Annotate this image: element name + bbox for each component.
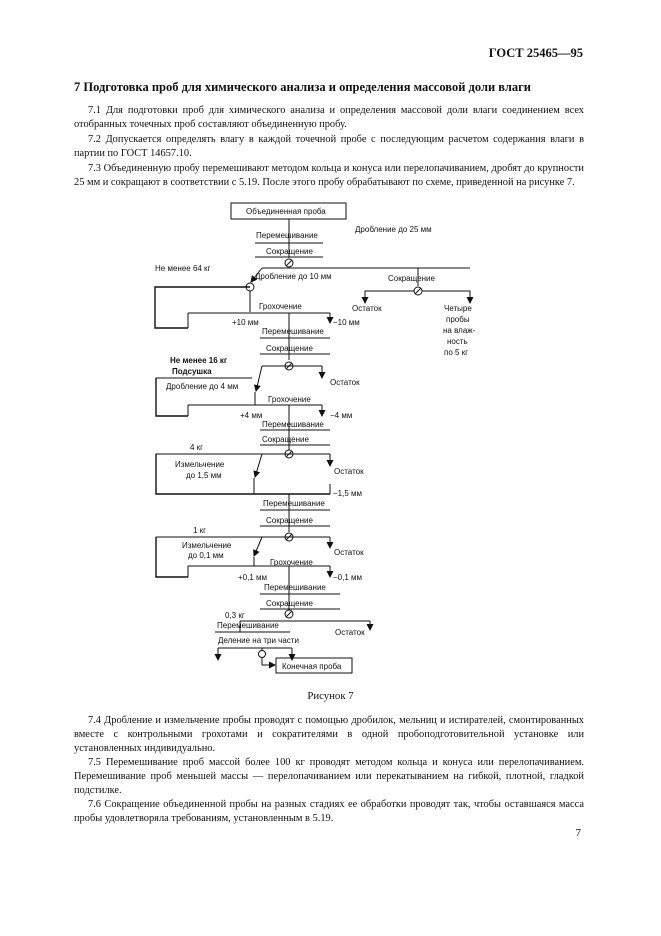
figure-caption: Рисунок 7 — [307, 690, 354, 702]
four-samples-line5: по 5 кг — [444, 348, 469, 357]
kg-1-label: 1 кг — [193, 526, 207, 535]
section-title: 7 Подготовка проб для химического анализа и определения массовой доли влаги — [74, 80, 532, 94]
screening-label-3: Грохочение — [270, 558, 313, 567]
four-samples-line2: пробы — [446, 315, 470, 324]
not-less-16-label: Не менее 16 кг — [170, 356, 228, 365]
final-sample-label: Конечная проба — [282, 662, 342, 671]
arrow — [254, 537, 262, 556]
kg-0-3-label: 0,3 кг — [225, 611, 245, 620]
plus-0-1-label: +0,1 мм — [238, 573, 268, 582]
division-three-label: Деление на три части — [218, 636, 299, 645]
remainder-label-2: Остаток — [330, 378, 360, 387]
paragraph-7-6: 7.6 Сокращение объединенной пробы на разных стадиях ее обработки проводят так, чтобы оставшаяся масса пробы удовлетворяла требованиям, установленным в 5.19. — [74, 799, 584, 825]
drying-label: Подсушка — [172, 367, 212, 376]
crushing-25-label: Дробление до 25 мм — [355, 225, 432, 234]
combined-sample-label: Объединенная проба — [246, 207, 326, 216]
paragraph-7-1: 7.1 Для подготовки проб для химического анализа и определения массовой доли влаги соединением всех отобранных точечных проб составляют объединенную пробу. — [74, 105, 584, 131]
four-samples-line4: ность — [447, 337, 468, 346]
to-1-5-label: до 1,5 мм — [186, 471, 222, 480]
minus-10-label: −10 мм — [333, 318, 360, 327]
mixing-label-1: Перемешивание — [256, 231, 318, 240]
plus-4-label: +4 мм — [240, 411, 263, 420]
mixing-label-5: Перемешивание — [264, 583, 326, 592]
plus-10-label: +10 мм — [232, 318, 259, 327]
reduction-label-4: Сокращение — [262, 435, 309, 444]
arrow — [255, 454, 262, 477]
four-samples-line1: Четыре — [444, 304, 472, 313]
crushing-10-label: Дробление до 10 мм — [255, 272, 332, 281]
minus-4-label: −4 мм — [330, 411, 353, 420]
grinding-01-label: Измельчение — [182, 541, 232, 550]
reduction-label-2: Сокращение — [388, 274, 435, 283]
document-header: ГОСТ 25465—95 — [488, 46, 583, 60]
four-samples-line3: на влаж- — [443, 326, 476, 335]
mixing-label-3: Перемешивание — [262, 420, 324, 429]
reduction-label-3: Сокращение — [266, 344, 313, 353]
reduction-label-6: Сокращение — [266, 599, 313, 608]
paragraph-7-4: 7.4 Дробление и измельчение пробы проводят с помощью дробилок, мельниц и истирателей, смонтированных вместе с контрольными грохотами и сократителями в одной пробоподготовительной установке или установленных индивидуально. — [74, 715, 584, 755]
screening-label-1: Грохочение — [259, 302, 302, 311]
not-less-64-label: Не менее 64 кг — [155, 264, 211, 273]
remainder-label-4: Остаток — [334, 548, 364, 557]
mixing-label-2: Перемешивание — [262, 327, 324, 336]
mixing-label-4: Перемешивание — [263, 499, 325, 508]
mixing-label-6: Перемешивание — [217, 621, 279, 630]
reduction-label-1: Сокращение — [266, 247, 313, 256]
minus-0-1-label: −0,1 мм — [333, 573, 363, 582]
remainder-label-3: Остаток — [334, 467, 364, 476]
reduction-node-slash — [286, 611, 292, 617]
kg-4-label: 4 кг — [190, 443, 204, 452]
to-0-1-label: до 0,1 мм — [188, 551, 224, 560]
reduction-node-slash — [286, 260, 292, 266]
paragraph-7-3: 7.3 Объединенную пробу перемешивают методом кольца и конуса или перелопачиванием, дробят до крупности 25 мм и сокращают в соответствии с 5.19. После этого пробу обрабатывают по схеме, приведенной на рисунке 7. — [74, 163, 584, 189]
remainder-label-1: Остаток — [352, 304, 382, 313]
division-node — [259, 651, 266, 658]
reduction-label-5: Сокращение — [266, 516, 313, 525]
remainder-label-5: Остаток — [335, 628, 365, 637]
page-number: 7 — [575, 827, 581, 839]
arrow — [256, 366, 262, 391]
grinding-label: Измельчение — [175, 460, 225, 469]
minus-1-5-label: −1,5 мм — [333, 489, 363, 498]
crushing-4-label: Дробление до 4 мм — [166, 382, 239, 391]
screening-label-2: Грохочение — [268, 395, 311, 404]
paragraph-7-5: 7.5 Перемешивание проб массой более 100 кг проводят методом кольца и конуса или перелопачиванием. Перемешивание проб меньшей массы — перелопачиванием или перекатыванием на гибкой, плотной, гладкой подстилке. — [74, 757, 584, 797]
paragraph-7-2: 7.2 Допускается определять влагу в каждой точечной пробе с последующим расчетом содержания влаги в партии по ГОСТ 14657.10. — [74, 134, 584, 160]
